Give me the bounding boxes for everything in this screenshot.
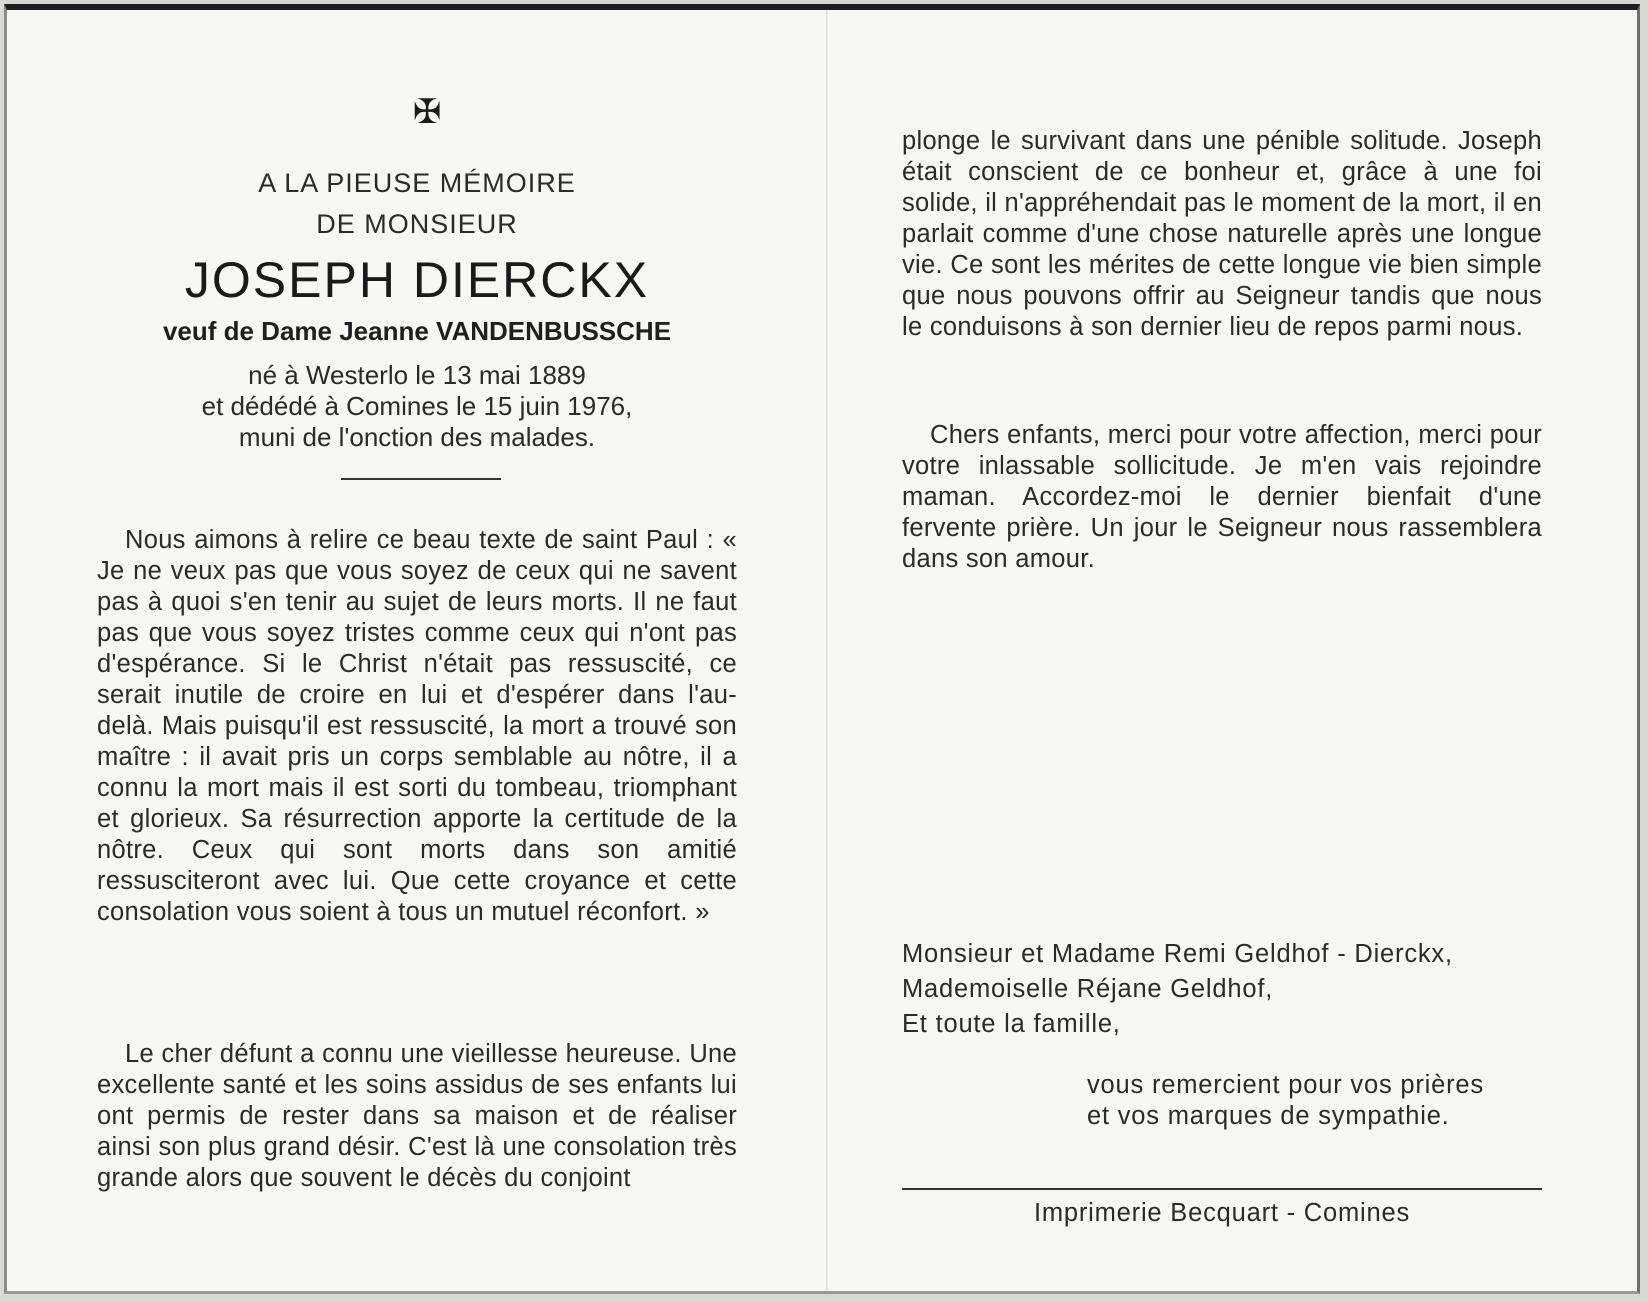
scripture-paragraph: Nous aimons à relire ce beau texte de saint Paul : « Je ne veux pas que vous soyez de ceux qui ne savent pas à quoi s'en tenir au sujet de leurs morts. Il ne faut pas que vous soyez tristes comme ceux qui n'ont pas d'espérance. Si le Christ n'était pas ressuscité, ce serait inutile de croire en lui et d'espérer dans l'au-delà. Mais puisqu'il est ressuscité, la mort a trouvé son maître : il avait pris un corps semblable au nôtre, il a connu la mort mais il est sorti du tombeau, triomphant et glorieux. Sa résurrection apporte la certitude de la nôtre. Ceux qui sont morts dans son amitié ressusciteront avec lui. Que cette croyance et cette consolation vous soient à tous un mutuel réconfort. » bbox=[97, 526, 737, 926]
card-fold bbox=[826, 10, 828, 1291]
family-block bbox=[902, 937, 1542, 1042]
right-panel bbox=[902, 10, 1542, 1291]
farewell-paragraph: Chers enfants, merci pour votre affection, merci pour votre inlassable sollicitude. Je m'en vais rejoindre maman. Accordez-moi le dernier bienfait d'une fervente prière. Un jour le Seigneur nous rassemblera dans son amour. bbox=[902, 421, 1542, 573]
printer-credit: Imprimerie Becquart - Comines bbox=[1033, 1199, 1411, 1227]
memorial-heading-line1: A LA PIEUSE MÉMOIRE bbox=[258, 168, 576, 198]
left-panel bbox=[97, 10, 737, 1291]
deceased-name: JOSEPH DIERCKX bbox=[184, 252, 650, 308]
thanks-line: et vos marques de sympathie. bbox=[1087, 1102, 1450, 1130]
death-line: et dédédé à Comines le 15 juin 1976, bbox=[201, 391, 633, 421]
footer-divider bbox=[902, 1188, 1542, 1190]
family-line: Mademoiselle Réjane Geldhof, bbox=[902, 975, 1274, 1003]
divider bbox=[341, 478, 501, 480]
memorial-heading-line2: DE MONSIEUR bbox=[316, 209, 518, 239]
eulogy-continuation-paragraph: plonge le survivant dans une pénible solitude. Joseph était conscient de ce bonheur et, grâce à une foi solide, il n'appréhendait pas le moment de la mort, il en parlait comme d'une chose naturelle après une longue vie. Ce sont les mérites de cette longue vie bien simple que nous pouvons offrir au Seigneur tandis que nous le conduisons à son dernier lieu de repos parmi nous. bbox=[902, 127, 1542, 341]
thanks-block bbox=[1087, 1070, 1547, 1132]
family-line: Monsieur et Madame Remi Geldhof - Dierckx, bbox=[902, 940, 1453, 968]
eulogy-paragraph: Le cher défunt a connu une vieillesse heureuse. Une excellente santé et les soins assidus de ses enfants lui ont permis de rester dans sa maison et de réaliser ainsi son plus grand désir. C'est là une consolation très grande alors que souvent le décès du conjoint bbox=[97, 1040, 737, 1192]
birth-line: né à Westerlo le 13 mai 1889 bbox=[248, 360, 586, 390]
thanks-line: vous remercient pour vos prières bbox=[1087, 1071, 1484, 1099]
cross-icon: ✠ bbox=[412, 92, 442, 132]
dates-block bbox=[97, 360, 737, 453]
memorial-card bbox=[4, 4, 1640, 1294]
family-line: Et toute la famille, bbox=[902, 1010, 1121, 1038]
sacrament-line: muni de l'onction des malades. bbox=[238, 422, 596, 452]
widow-line: veuf de Dame Jeanne VANDENBUSSCHE bbox=[162, 316, 672, 346]
